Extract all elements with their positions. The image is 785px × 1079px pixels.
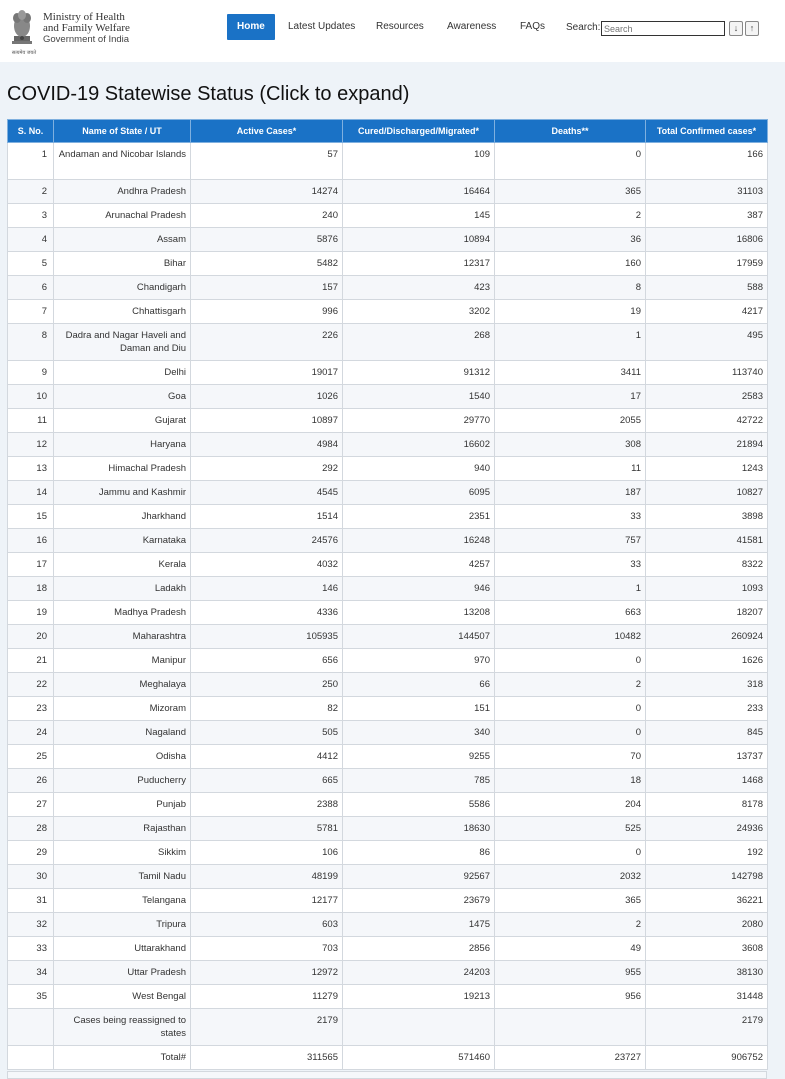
cell-active: 4545 — [191, 481, 343, 505]
cell-active: 1514 — [191, 505, 343, 529]
emblem-caption: सत्यमेव जयते — [11, 50, 37, 56]
cell-total: 10827 — [646, 481, 768, 505]
table-row[interactable] — [8, 361, 768, 385]
table-row[interactable] — [8, 409, 768, 433]
cell-state: Jharkhand — [54, 505, 191, 529]
table-row[interactable] — [8, 961, 768, 985]
cell-deaths: 1 — [495, 324, 646, 361]
table-row[interactable] — [8, 577, 768, 601]
cell-active: 226 — [191, 324, 343, 361]
cell-deaths: 365 — [495, 889, 646, 913]
cell-cured: 940 — [343, 457, 495, 481]
nav-resources[interactable]: Resources — [376, 21, 424, 32]
table-row[interactable] — [8, 433, 768, 457]
cell-state: Tamil Nadu — [54, 865, 191, 889]
cell-deaths: 11 — [495, 457, 646, 481]
cell-deaths: 33 — [495, 505, 646, 529]
cell-active: 146 — [191, 577, 343, 601]
cell-state: Rajasthan — [54, 817, 191, 841]
cell-sno: 5 — [8, 252, 54, 276]
cell-active: 505 — [191, 721, 343, 745]
table-row[interactable] — [8, 324, 768, 361]
cell-state: Ladakh — [54, 577, 191, 601]
cell-state: Tripura — [54, 913, 191, 937]
cell-deaths: 0 — [495, 143, 646, 180]
cell-cured: 18630 — [343, 817, 495, 841]
brand-line-3: Government of India — [43, 34, 130, 45]
nav-home[interactable]: Home — [227, 14, 275, 40]
cell-sno: 27 — [8, 793, 54, 817]
cell-cured: 66 — [343, 673, 495, 697]
cell-cured: 1475 — [343, 913, 495, 937]
cell-sno — [8, 1009, 54, 1046]
cell-cured: 151 — [343, 697, 495, 721]
cell-sno: 14 — [8, 481, 54, 505]
cell-cured: 144507 — [343, 625, 495, 649]
cell-state: Arunachal Pradesh — [54, 204, 191, 228]
cell-total: 31448 — [646, 985, 768, 1009]
cell-cured: 3202 — [343, 300, 495, 324]
cell-deaths: 1 — [495, 577, 646, 601]
cell-deaths: 757 — [495, 529, 646, 553]
cell-deaths: 2 — [495, 913, 646, 937]
cell-state: Total# — [54, 1046, 191, 1070]
cell-cured: 12317 — [343, 252, 495, 276]
cell-state: Andhra Pradesh — [54, 180, 191, 204]
cell-sno: 21 — [8, 649, 54, 673]
cell-deaths: 204 — [495, 793, 646, 817]
cell-cured: 4257 — [343, 553, 495, 577]
cell-state: Meghalaya — [54, 673, 191, 697]
cell-total: 2179 — [646, 1009, 768, 1046]
col-header-total[interactable]: Total Confirmed cases* — [646, 120, 768, 143]
cell-state: Dadra and Nagar Haveli and Daman and Diu — [54, 324, 191, 361]
table-row[interactable] — [8, 276, 768, 300]
cell-active: 250 — [191, 673, 343, 697]
search-input[interactable] — [601, 21, 725, 36]
cell-sno: 22 — [8, 673, 54, 697]
cell-total: 2080 — [646, 913, 768, 937]
cell-state: West Bengal — [54, 985, 191, 1009]
cell-cured: 13208 — [343, 601, 495, 625]
cell-sno: 4 — [8, 228, 54, 252]
cell-cured: 970 — [343, 649, 495, 673]
cell-state: Madhya Pradesh — [54, 601, 191, 625]
cell-active: 4412 — [191, 745, 343, 769]
cell-state: Uttar Pradesh — [54, 961, 191, 985]
cell-sno: 26 — [8, 769, 54, 793]
brand-line-2: and Family Welfare — [43, 22, 130, 34]
cell-total: 142798 — [646, 865, 768, 889]
cell-cured: 6095 — [343, 481, 495, 505]
cell-sno: 13 — [8, 457, 54, 481]
cell-total: 31103 — [646, 180, 768, 204]
cell-active: 240 — [191, 204, 343, 228]
cell-deaths: 19 — [495, 300, 646, 324]
cell-sno: 3 — [8, 204, 54, 228]
cell-sno: 32 — [8, 913, 54, 937]
cell-total: 1243 — [646, 457, 768, 481]
cell-active: 157 — [191, 276, 343, 300]
cell-cured: 571460 — [343, 1046, 495, 1070]
cell-active: 292 — [191, 457, 343, 481]
col-header-active[interactable]: Active Cases* — [191, 120, 343, 143]
cell-active: 82 — [191, 697, 343, 721]
cell-deaths: 2 — [495, 673, 646, 697]
cell-sno: 17 — [8, 553, 54, 577]
cell-state: Assam — [54, 228, 191, 252]
cell-deaths: 23727 — [495, 1046, 646, 1070]
cell-deaths: 18 — [495, 769, 646, 793]
site-header — [0, 0, 785, 62]
cell-deaths — [495, 1009, 646, 1046]
cell-cured: 9255 — [343, 745, 495, 769]
cell-cured: 2351 — [343, 505, 495, 529]
cell-state: Chhattisgarh — [54, 300, 191, 324]
cell-state: Sikkim — [54, 841, 191, 865]
cell-total: 21894 — [646, 433, 768, 457]
cell-active: 14274 — [191, 180, 343, 204]
cell-total: 16806 — [646, 228, 768, 252]
cell-cured: 92567 — [343, 865, 495, 889]
cell-total: 1626 — [646, 649, 768, 673]
cell-total: 4217 — [646, 300, 768, 324]
table-row[interactable] — [8, 1009, 768, 1046]
col-header-deaths[interactable]: Deaths** — [495, 120, 646, 143]
cell-deaths: 17 — [495, 385, 646, 409]
cell-cured: 86 — [343, 841, 495, 865]
cell-active: 12972 — [191, 961, 343, 985]
cell-state: Gujarat — [54, 409, 191, 433]
cell-deaths: 187 — [495, 481, 646, 505]
col-header-state[interactable]: Name of State / UT — [54, 120, 191, 143]
cell-active: 2388 — [191, 793, 343, 817]
cell-total: 845 — [646, 721, 768, 745]
cell-cured: 10894 — [343, 228, 495, 252]
cell-state: Himachal Pradesh — [54, 457, 191, 481]
cell-state: Maharashtra — [54, 625, 191, 649]
cell-state: Cases being reassigned to states — [54, 1009, 191, 1046]
cell-sno: 6 — [8, 276, 54, 300]
table-row[interactable] — [8, 985, 768, 1009]
cell-sno: 10 — [8, 385, 54, 409]
cell-active: 57 — [191, 143, 343, 180]
cell-sno: 16 — [8, 529, 54, 553]
table-row[interactable] — [8, 601, 768, 625]
table-row[interactable] — [8, 937, 768, 961]
national-emblem-icon[interactable] — [8, 6, 36, 50]
cell-state: Mizoram — [54, 697, 191, 721]
cell-sno: 30 — [8, 865, 54, 889]
brand-line-1: Ministry of Health — [43, 11, 125, 23]
cell-active: 665 — [191, 769, 343, 793]
table-row[interactable] — [8, 553, 768, 577]
cell-deaths: 2 — [495, 204, 646, 228]
cell-deaths: 663 — [495, 601, 646, 625]
cell-sno: 9 — [8, 361, 54, 385]
cell-state: Andaman and Nicobar Islands — [54, 143, 191, 180]
table-row[interactable] — [8, 697, 768, 721]
cell-active: 11279 — [191, 985, 343, 1009]
cell-state: Bihar — [54, 252, 191, 276]
cell-sno: 31 — [8, 889, 54, 913]
cell-deaths: 0 — [495, 841, 646, 865]
cell-deaths: 955 — [495, 961, 646, 985]
table-row[interactable] — [8, 673, 768, 697]
cell-state: Odisha — [54, 745, 191, 769]
cell-deaths: 2055 — [495, 409, 646, 433]
cell-total: 588 — [646, 276, 768, 300]
table-row[interactable] — [8, 625, 768, 649]
cell-active: 5482 — [191, 252, 343, 276]
cell-deaths: 8 — [495, 276, 646, 300]
cell-active: 5876 — [191, 228, 343, 252]
nav-awareness[interactable]: Awareness — [447, 21, 497, 32]
cell-cured: 5586 — [343, 793, 495, 817]
cell-sno: 20 — [8, 625, 54, 649]
table-row[interactable] — [8, 649, 768, 673]
cell-total: 38130 — [646, 961, 768, 985]
cell-state: Chandigarh — [54, 276, 191, 300]
cell-active: 106 — [191, 841, 343, 865]
cell-sno: 29 — [8, 841, 54, 865]
cell-active: 1026 — [191, 385, 343, 409]
cell-total: 42722 — [646, 409, 768, 433]
cell-sno: 35 — [8, 985, 54, 1009]
cell-deaths: 33 — [495, 553, 646, 577]
cell-state: Goa — [54, 385, 191, 409]
cell-sno: 28 — [8, 817, 54, 841]
cell-state: Manipur — [54, 649, 191, 673]
cell-total: 495 — [646, 324, 768, 361]
cell-deaths: 70 — [495, 745, 646, 769]
col-header-cured[interactable]: Cured/Discharged/Migrated* — [343, 120, 495, 143]
cell-total: 13737 — [646, 745, 768, 769]
cell-total: 260924 — [646, 625, 768, 649]
table-row[interactable] — [8, 913, 768, 937]
cell-total: 36221 — [646, 889, 768, 913]
cell-total: 17959 — [646, 252, 768, 276]
table-row[interactable] — [8, 1046, 768, 1070]
search-next-button[interactable]: ↑ — [745, 21, 759, 36]
cell-cured: 145 — [343, 204, 495, 228]
table-row[interactable] — [8, 252, 768, 276]
cell-sno: 25 — [8, 745, 54, 769]
cell-total: 166 — [646, 143, 768, 180]
cell-cured: 946 — [343, 577, 495, 601]
table-row[interactable] — [8, 889, 768, 913]
table-row[interactable] — [8, 204, 768, 228]
table-row[interactable] — [8, 769, 768, 793]
cell-active: 311565 — [191, 1046, 343, 1070]
cell-state: Puducherry — [54, 769, 191, 793]
cell-sno: 15 — [8, 505, 54, 529]
cell-state: Kerala — [54, 553, 191, 577]
cell-deaths: 49 — [495, 937, 646, 961]
table-row[interactable] — [8, 793, 768, 817]
table-row[interactable] — [8, 865, 768, 889]
cell-deaths: 3411 — [495, 361, 646, 385]
table-footer-strip — [7, 1071, 767, 1079]
cell-active: 703 — [191, 937, 343, 961]
ministry-brand[interactable] — [43, 12, 130, 45]
table-row[interactable] — [8, 300, 768, 324]
cell-sno: 2 — [8, 180, 54, 204]
cell-active: 656 — [191, 649, 343, 673]
table-row[interactable] — [8, 841, 768, 865]
cell-sno: 19 — [8, 601, 54, 625]
cell-sno: 33 — [8, 937, 54, 961]
cell-cured: 16248 — [343, 529, 495, 553]
cell-cured: 1540 — [343, 385, 495, 409]
search-label: Search: — [566, 22, 601, 33]
cell-total: 3898 — [646, 505, 768, 529]
cell-active: 10897 — [191, 409, 343, 433]
cell-active: 12177 — [191, 889, 343, 913]
cell-deaths: 308 — [495, 433, 646, 457]
cell-total: 24936 — [646, 817, 768, 841]
cell-active: 4032 — [191, 553, 343, 577]
cell-state: Haryana — [54, 433, 191, 457]
cell-active: 48199 — [191, 865, 343, 889]
cell-state: Uttarakhand — [54, 937, 191, 961]
cell-cured: 423 — [343, 276, 495, 300]
cell-sno — [8, 1046, 54, 1070]
cell-cured: 23679 — [343, 889, 495, 913]
cell-cured: 16602 — [343, 433, 495, 457]
table-row[interactable] — [8, 457, 768, 481]
cell-active: 996 — [191, 300, 343, 324]
cell-total: 18207 — [646, 601, 768, 625]
cell-total: 192 — [646, 841, 768, 865]
cell-cured: 340 — [343, 721, 495, 745]
table-body — [8, 143, 768, 1070]
cell-cured: 109 — [343, 143, 495, 180]
table-row[interactable] — [8, 228, 768, 252]
cell-active: 5781 — [191, 817, 343, 841]
cell-active: 19017 — [191, 361, 343, 385]
cell-total: 2583 — [646, 385, 768, 409]
cell-cured: 785 — [343, 769, 495, 793]
cell-cured: 2856 — [343, 937, 495, 961]
cell-total: 41581 — [646, 529, 768, 553]
cell-cured — [343, 1009, 495, 1046]
table-row[interactable] — [8, 505, 768, 529]
cell-active: 24576 — [191, 529, 343, 553]
cell-sno: 1 — [8, 143, 54, 180]
cell-sno: 23 — [8, 697, 54, 721]
cell-cured: 268 — [343, 324, 495, 361]
cell-deaths: 2032 — [495, 865, 646, 889]
cell-total: 906752 — [646, 1046, 768, 1070]
cell-total: 3608 — [646, 937, 768, 961]
nav-faqs[interactable]: FAQs — [520, 21, 546, 32]
statewise-table — [7, 119, 768, 1070]
cell-deaths: 365 — [495, 180, 646, 204]
nav-latest-updates[interactable]: Latest Updates — [288, 21, 356, 32]
table-header-row — [8, 120, 768, 143]
cell-active: 4984 — [191, 433, 343, 457]
cell-deaths: 10482 — [495, 625, 646, 649]
cell-total: 318 — [646, 673, 768, 697]
cell-active: 4336 — [191, 601, 343, 625]
cell-sno: 12 — [8, 433, 54, 457]
cell-total: 233 — [646, 697, 768, 721]
cell-deaths: 0 — [495, 697, 646, 721]
cell-cured: 29770 — [343, 409, 495, 433]
cell-total: 113740 — [646, 361, 768, 385]
cell-sno: 7 — [8, 300, 54, 324]
cell-sno: 18 — [8, 577, 54, 601]
table-row[interactable] — [8, 721, 768, 745]
table-row[interactable] — [8, 481, 768, 505]
cell-deaths: 0 — [495, 721, 646, 745]
page-title[interactable]: COVID-19 Statewise Status (Click to expand) — [7, 83, 410, 105]
cell-state: Nagaland — [54, 721, 191, 745]
search-prev-button[interactable]: ↓ — [729, 21, 743, 36]
cell-cured: 91312 — [343, 361, 495, 385]
cell-sno: 8 — [8, 324, 54, 361]
cell-sno: 11 — [8, 409, 54, 433]
cell-deaths: 525 — [495, 817, 646, 841]
cell-deaths: 36 — [495, 228, 646, 252]
table-row[interactable] — [8, 529, 768, 553]
cell-state: Telangana — [54, 889, 191, 913]
cell-cured: 19213 — [343, 985, 495, 1009]
cell-cured: 16464 — [343, 180, 495, 204]
table-row[interactable] — [8, 745, 768, 769]
cell-deaths: 160 — [495, 252, 646, 276]
cell-deaths: 0 — [495, 649, 646, 673]
cell-total: 387 — [646, 204, 768, 228]
cell-total: 1093 — [646, 577, 768, 601]
table-row[interactable] — [8, 143, 768, 180]
cell-state: Karnataka — [54, 529, 191, 553]
cell-state: Delhi — [54, 361, 191, 385]
table-row[interactable] — [8, 817, 768, 841]
cell-deaths: 956 — [495, 985, 646, 1009]
cell-active: 2179 — [191, 1009, 343, 1046]
cell-sno: 24 — [8, 721, 54, 745]
table-row[interactable] — [8, 385, 768, 409]
cell-state: Jammu and Kashmir — [54, 481, 191, 505]
cell-total: 8322 — [646, 553, 768, 577]
cell-total: 1468 — [646, 769, 768, 793]
cell-active: 105935 — [191, 625, 343, 649]
cell-state: Punjab — [54, 793, 191, 817]
col-header-sno[interactable]: S. No. — [8, 120, 54, 143]
cell-sno: 34 — [8, 961, 54, 985]
cell-cured: 24203 — [343, 961, 495, 985]
cell-active: 603 — [191, 913, 343, 937]
table-row[interactable] — [8, 180, 768, 204]
cell-total: 8178 — [646, 793, 768, 817]
